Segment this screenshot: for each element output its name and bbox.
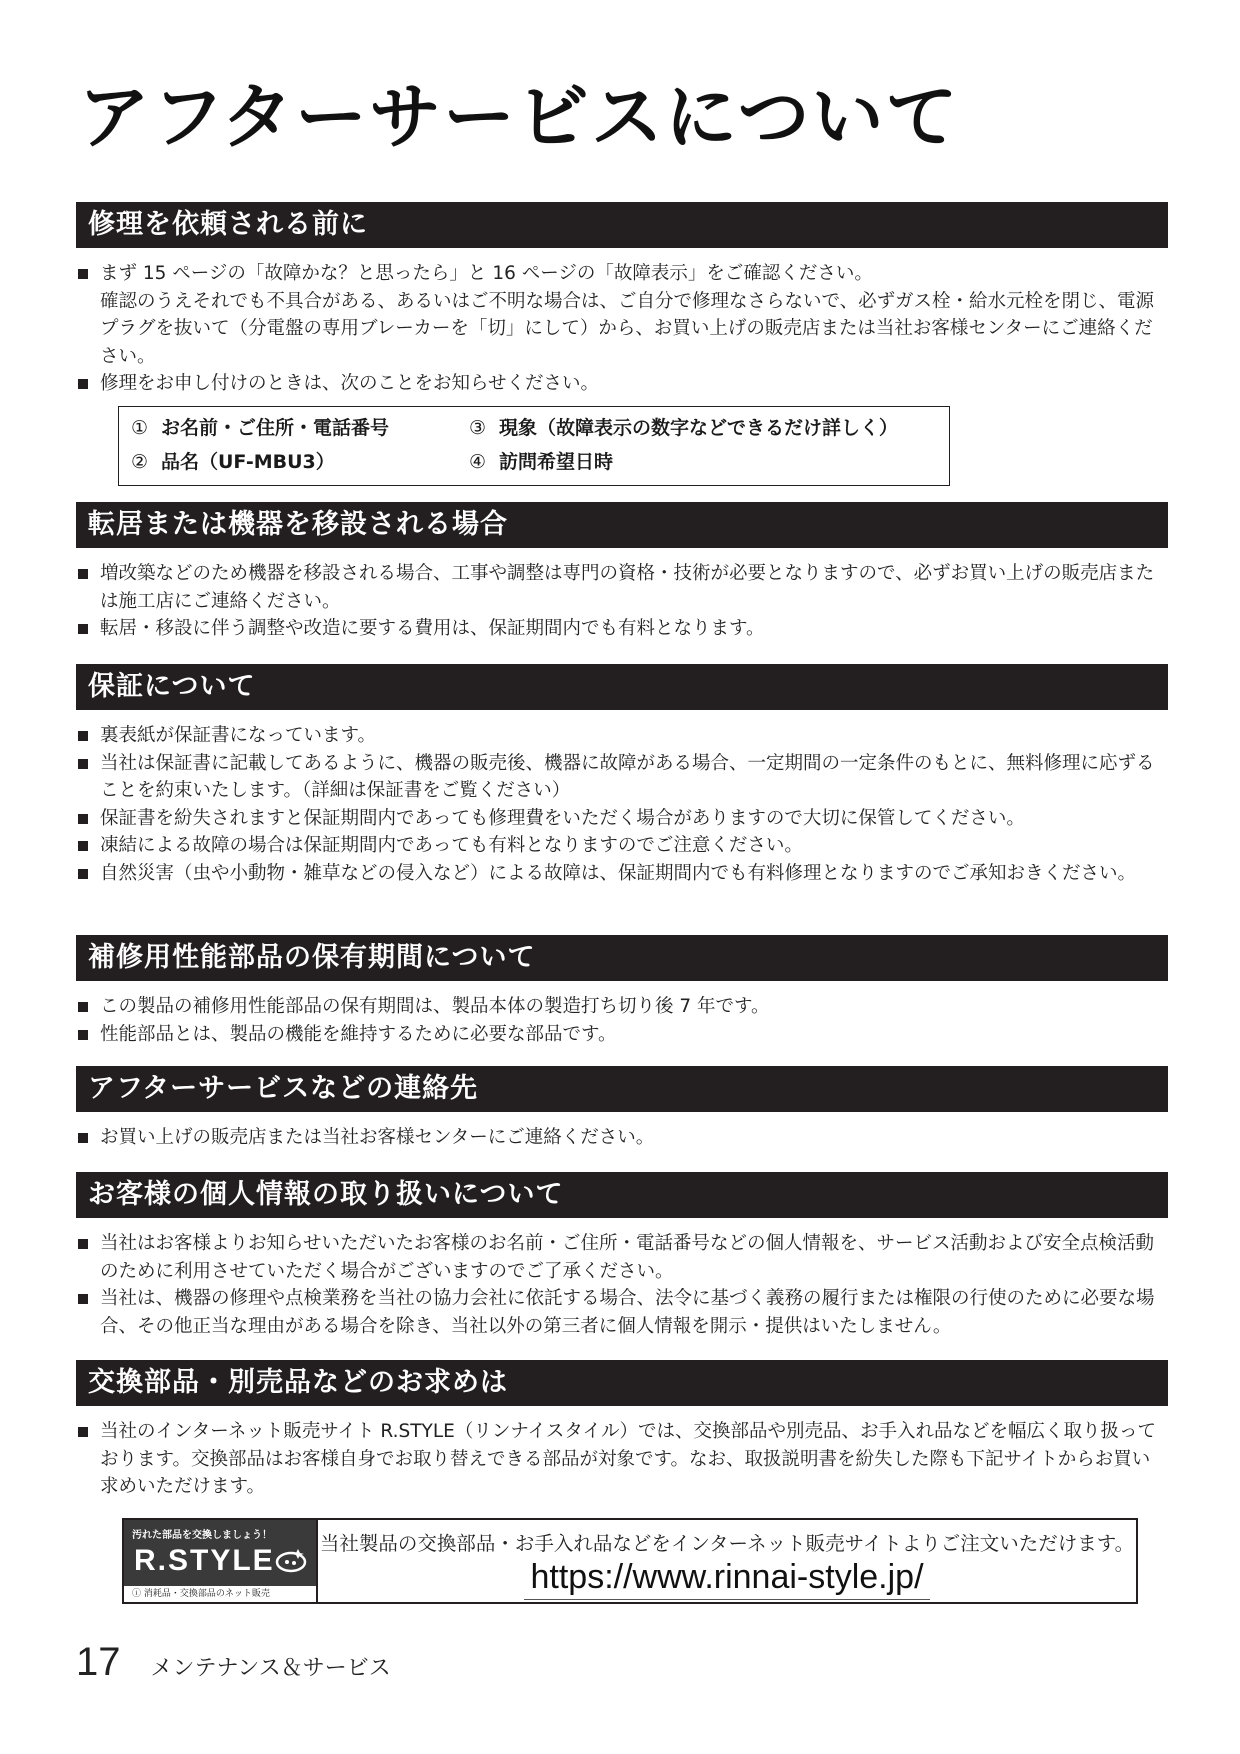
bullet-text: 当社は、機器の修理や点検業務を当社の協力会社に依託する場合、法令に基づく義務の履行または権限の行使のために必要な場合、その他正当な理由がある場合を除き、当社以外の第三者に個人情報を開示・提供はいたしません。 [100,1288,1155,1337]
page-footer [76,1640,391,1685]
square-bullet-icon [78,1133,88,1143]
list-item [76,860,1168,888]
logo-tagline: 汚れた部品を交換しましょう！ [132,1530,272,1541]
section-privacy [76,1172,1168,1340]
page-number: 17 [76,1640,121,1684]
square-bullet-icon [78,759,88,769]
list-item [76,560,1168,615]
rstyle-banner [122,1518,1138,1604]
list-item [76,615,1168,643]
square-bullet-icon [78,1427,88,1437]
square-bullet-icon [78,569,88,579]
bullet-list [76,260,1168,398]
circled-number: ① [131,416,149,439]
rstyle-logo [124,1520,318,1602]
square-bullet-icon [78,379,88,389]
square-bullet-icon [78,1030,88,1040]
info-item [131,445,469,479]
bullet-list [76,993,1168,1048]
list-item [76,1418,1168,1501]
section-contact [76,1066,1168,1152]
square-bullet-icon [78,269,88,279]
list-item [76,993,1168,1021]
bullet-list [76,1418,1168,1501]
bullet-text: 修理をお申し付けのときは、次のことをお知らせください。 [100,373,599,394]
section-warranty [76,664,1168,887]
bullet-text: 当社のインターネット販売サイト R.STYLE（リンナイスタイル）では、交換部品や別売品、お手入れ品などを幅広く取り扱っております。交換部品はお客様自身でお取り替えできる部品が対象です。なお、取扱説明書を紛失した際も下記サイトからお買い求めいただけます。 [100,1421,1156,1497]
info-icon: ⓘ [132,1589,144,1599]
circled-number: ④ [469,450,487,473]
bullet-list [76,560,1168,643]
bullet-list [76,1230,1168,1340]
square-bullet-icon [78,1239,88,1249]
bullet-text-continued: 確認のうえそれでも不具合がある、あるいはご不明な場合は、ご自分で修理なさらないで、必ずガス栓・給水元栓を閉じ、電源プラグを抜いて（分電盤の専用ブレーカーを「切」にして）から、お買い上げの販売店または当社お客様センターにご連絡ください。 [100,290,1154,367]
bullet-text: 凍結による故障の場合は保証期間内であっても有料となりますのでご注意ください。 [100,835,803,856]
square-bullet-icon [78,731,88,741]
logo-caption [124,1586,316,1602]
info-text: 訪問希望日時 [499,450,614,473]
square-bullet-icon [78,869,88,879]
section-heading: 補修用性能部品の保有期間について [76,935,1168,981]
bullet-text: 増改築などのため機器を移設される場合、工事や調整は専門の資格・技術が必要となりますので、必ずお買い上げの販売店または施工店にご連絡ください。 [100,563,1155,612]
info-text: お名前・ご住所・電話番号 [161,416,390,439]
list-item [76,1124,1168,1152]
section-heading: アフターサービスなどの連絡先 [76,1066,1168,1112]
list-item [76,832,1168,860]
list-item [76,370,1168,398]
section-replacement-parts [76,1360,1168,1501]
bullet-text: まず 15 ページの「故障かな？と思ったら」と 16 ページの「故障表示」をご確認ください。 [100,263,873,284]
rstyle-description: 当社製品の交換部品・お手入れ品などをインターネット販売サイトよりご注文いただけます。 [319,1532,1135,1555]
info-item [131,411,469,445]
section-heading: 交換部品・別売品などのお求めは [76,1360,1168,1406]
bullet-text: 性能部品とは、製品の機能を維持するために必要な部品です。 [100,1023,617,1045]
section-heading: 修理を依頼される前に [76,202,1168,248]
logo-wordmark: R.STYLE [134,1544,275,1577]
section-heading: お客様の個人情報の取り扱いについて [76,1172,1168,1218]
section-before-repair [76,202,1168,486]
info-item [469,445,613,479]
bullet-text: 当社はお客様よりお知らせいただいたお客様のお名前・ご住所・電話番号などの個人情報を、サービス活動および安全点検活動のために利用させていただく場合がございますのでご了承ください。 [100,1233,1154,1282]
section-relocation [76,502,1168,643]
bullet-list [76,722,1168,887]
list-item [76,750,1168,805]
bullet-list [76,1124,1168,1152]
circled-number: ② [131,450,149,473]
footer-section-label: メンテナンス＆サービス [150,1656,391,1681]
list-item [76,722,1168,750]
square-bullet-icon [78,814,88,824]
info-item [469,411,898,445]
circled-number: ③ [469,416,487,439]
sponge-icon [274,1546,308,1574]
square-bullet-icon [78,841,88,851]
repair-info-box [118,406,950,486]
bullet-text: 転居・移設に伴う調整や改造に要する費用は、保証期間内でも有料となります。 [100,618,765,639]
page-title: アフターサービスについて [78,75,960,159]
rstyle-url-link[interactable]: https://www.rinnai-style.jp/ [524,1558,929,1600]
bullet-text: お買い上げの販売店または当社お客様センターにご連絡ください。 [100,1127,655,1148]
list-item [76,260,1168,370]
list-item [76,1285,1168,1340]
square-bullet-icon [78,624,88,634]
section-parts-retention [76,935,1168,1048]
info-text: 現象（故障表示の数字などできるだけ詳しく） [499,416,899,439]
square-bullet-icon [78,1002,88,1012]
list-item [76,1230,1168,1285]
logo-caption-text: 消耗品・交換部品のネット販売 [143,1589,270,1599]
bullet-text: 当社は保証書に記載してあるように、機器の販売後、機器に故障がある場合、一定期間の一定条件のもとに、無料修理に応ずることを約束いたします。（詳細は保証書をご覧ください） [100,752,1155,801]
bullet-text: 自然災害（虫や小動物・雑草などの侵入など）による故障は、保証期間内でも有料修理となりますのでご承知おきください。 [100,862,1137,884]
square-bullet-icon [78,1294,88,1304]
list-item [76,1021,1168,1049]
bullet-text: この製品の補修用性能部品の保有期間は、製品本体の製造打ち切り後 7 年です。 [100,996,770,1017]
bullet-text: 裏表紙が保証書になっています。 [100,725,377,746]
list-item [76,805,1168,833]
bullet-text: 保証書を紛失されますと保証期間内であっても修理費をいただく場合がありますので大切に保管してください。 [100,807,1025,829]
section-heading: 保証について [76,664,1168,710]
section-heading: 転居または機器を移設される場合 [76,502,1168,548]
info-text: 品名（UF-MBU3） [161,450,335,473]
